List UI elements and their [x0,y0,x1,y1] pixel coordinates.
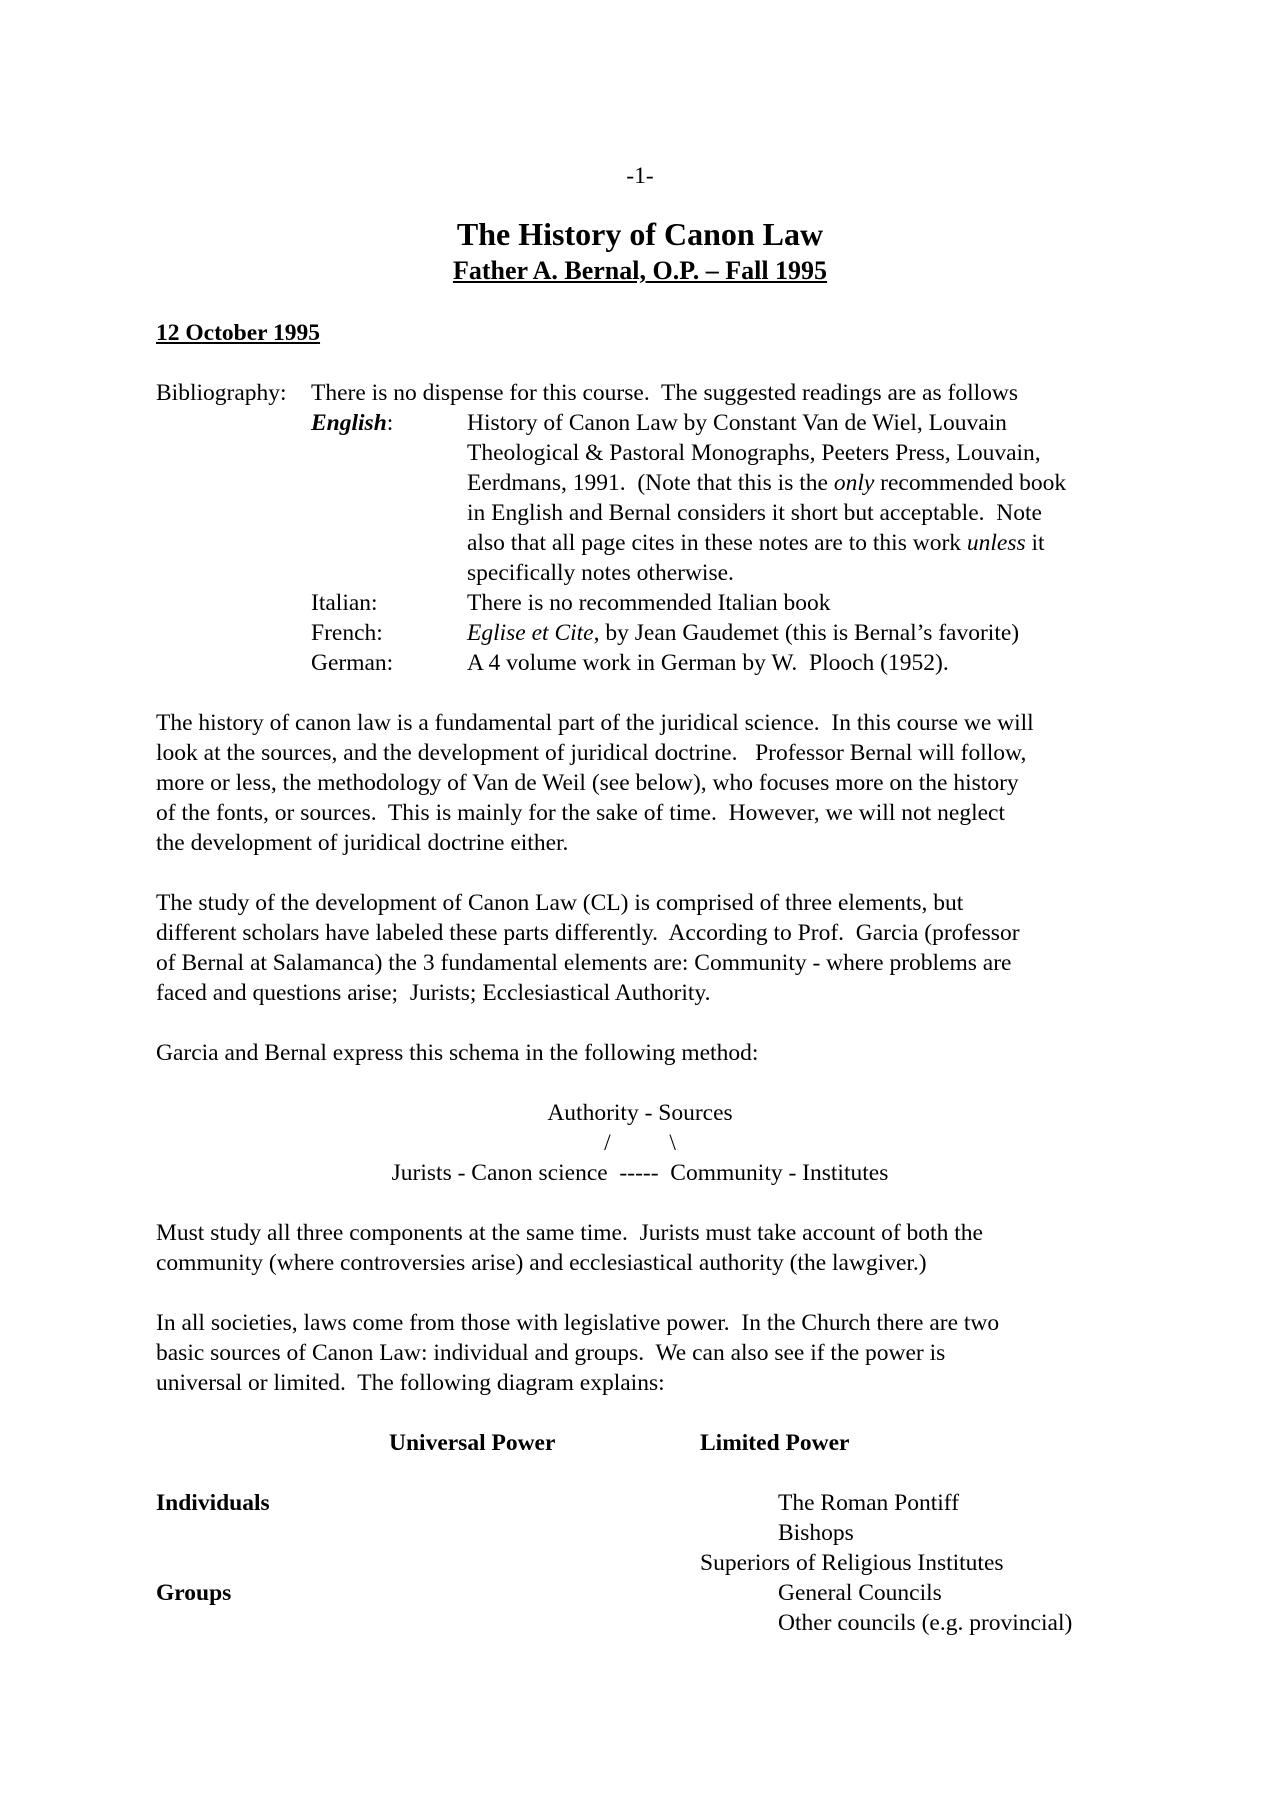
english-line-5-em: unless [966,530,1026,556]
english-line-3-a: Eerdmans, 1991. (Note that this is the [467,470,834,496]
power-item: The Roman Pontiff [778,1490,960,1516]
english-line-5-a: also that all page cites in these notes are to this work [467,530,967,556]
bibliography-label: Bibliography: [156,380,287,406]
para2-line: The study of the development of Canon Law (CL) is comprised of three elements, but [156,890,964,916]
english-line-3 [467,468,1066,498]
power-item: General Councils [778,1580,942,1606]
schema-top: Authority - Sources [547,1100,733,1126]
para1-line: of the fonts, or sources. This is mainly for the sake of time. However, we will not neglect [156,800,1005,826]
french-text: , by Jean Gaudemet (this is Bernal’s favorite) [593,620,1020,646]
french-label: French: [311,620,383,646]
italian-label: Italian: [311,590,378,616]
german-label: German: [311,650,394,676]
english-line-1: History of Canon Law by Constant Van de Wiel, Louvain [467,410,1007,436]
german-text: A 4 volume work in German by W. Plooch (1952). [467,650,949,676]
para4-line: community (where controversies arise) and ecclesiastical authority (the lawgiver.) [156,1250,927,1276]
document-subtitle: Father A. Bernal, O.P. – Fall 1995 [452,256,828,285]
para1-line: more or less, the methodology of Van de Weil (see below), who focuses more on the history [156,770,1019,796]
date-heading: 12 October 1995 [156,320,321,346]
para2-line: different scholars have labeled these parts differently. According to Prof. Garcia (professor [156,920,1020,946]
para3: Garcia and Bernal express this schema in the following method: [156,1040,759,1066]
para5-line: In all societies, laws come from those with legislative power. In the Church there are two [156,1310,1000,1336]
para5-line: universal or limited. The following diagram explains: [156,1370,665,1396]
schema-slashes: / \ [604,1130,676,1156]
english-label: English [311,410,387,436]
document-title: The History of Canon Law [456,216,824,252]
english-line-4: in English and Bernal considers it short but acceptable. Note [467,500,1042,526]
row-individuals: Individuals [156,1490,270,1516]
para5-line: basic sources of Canon Law: individual and groups. We can also see if the power is [156,1340,946,1366]
english-line-3-em: only [833,470,875,496]
page-number: -1- [626,163,654,189]
power-item: Superiors of Religious Institutes [700,1550,1004,1576]
power-item: Other councils (e.g. provincial) [778,1610,1073,1636]
bibliography-intro: There is no dispense for this course. The suggested readings are as follows [311,380,1018,406]
para2-line: faced and questions arise; Jurists; Ecclesiastical Authority. [156,980,711,1006]
col-universal-power: Universal Power [389,1430,556,1456]
para1-line: look at the sources, and the development of juridical doctrine. Professor Bernal will follow, [156,740,1027,766]
col-limited-power: Limited Power [700,1430,850,1456]
english-line-3-b: recommended book [874,470,1067,496]
english-colon: : [386,410,394,436]
english-line-5-b: it [1025,530,1045,556]
para1-line: The history of canon law is a fundamental part of the juridical science. In this course we will [156,710,1034,736]
schema-bottom: Jurists - Canon science ----- Community - Institutes [391,1160,889,1186]
french-entry [467,618,1019,648]
french-title: Eglise et Cite [467,620,594,646]
italian-text: There is no recommended Italian book [467,590,831,616]
para1-line: the development of juridical doctrine either. [156,830,569,856]
power-item: Bishops [778,1520,854,1546]
english-line-6: specifically notes otherwise. [467,560,734,586]
english-line-5 [467,528,1045,558]
english-label-row [311,408,393,438]
para4-line: Must study all three components at the same time. Jurists must take account of both the [156,1220,983,1246]
english-line-2: Theological & Pastoral Monographs, Peeters Press, Louvain, [467,440,1041,466]
para2-line: of Bernal at Salamanca) the 3 fundamental elements are: Community - where problems are [156,950,1012,976]
row-groups: Groups [156,1580,232,1606]
